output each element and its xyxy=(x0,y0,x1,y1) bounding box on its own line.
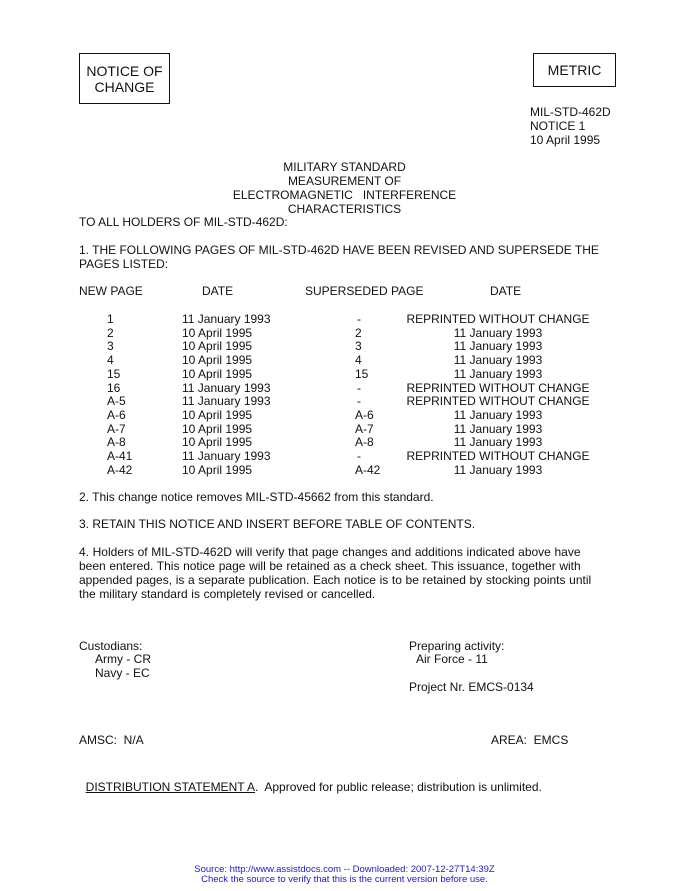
date-cell: 10 April 1995 xyxy=(182,407,253,422)
superseded-date-cell: REPRINTED WITHOUT CHANGE xyxy=(406,449,590,463)
superseded-page-cell: 2 xyxy=(355,325,362,340)
superseded-page-cell: 15 xyxy=(355,366,369,381)
table-row xyxy=(0,353,689,367)
superseded-date-cell: 11 January 1993 xyxy=(453,407,543,422)
superseded-page-cell: - xyxy=(357,394,361,409)
superseded-page-cell: - xyxy=(357,449,361,463)
table-row xyxy=(0,449,689,463)
new-page-cell: 4 xyxy=(107,353,114,368)
table-row xyxy=(0,381,689,395)
new-page-cell: A-5 xyxy=(107,394,126,409)
superseded-page-cell: 4 xyxy=(355,353,362,368)
notice-number: NOTICE 1 xyxy=(530,119,586,133)
custodian-navy: Navy - EC xyxy=(95,666,150,680)
custodian-army: Army - CR xyxy=(95,652,151,666)
header-superseded-page: SUPERSEDED PAGE xyxy=(305,284,424,298)
superseded-page-cell: A-6 xyxy=(355,407,374,422)
superseded-date-cell: REPRINTED WITHOUT CHANGE xyxy=(406,312,590,326)
new-page-cell: A-8 xyxy=(107,435,126,450)
preparing-activity-label: Preparing activity: xyxy=(409,639,505,653)
date-cell: 11 January 1993 xyxy=(182,312,271,326)
superseded-page-cell: A-8 xyxy=(355,435,374,450)
title-line-2: MEASUREMENT OF xyxy=(287,174,402,188)
superseded-page-cell: - xyxy=(357,380,361,395)
amsc: AMSC: N/A xyxy=(79,733,144,747)
salutation: TO ALL HOLDERS OF MIL-STD-462D: xyxy=(79,215,288,229)
new-page-cell: 15 xyxy=(107,366,121,381)
date-cell: 10 April 1995 xyxy=(182,366,253,381)
superseded-page-cell: - xyxy=(357,312,361,326)
source-footer-line1: Source: http://www.assistdocs.com -- Downloaded: 2007-12-27T14:39Z xyxy=(194,864,495,875)
date-cell: 10 April 1995 xyxy=(182,325,253,340)
preparing-activity-value: Air Force - 11 xyxy=(416,652,488,666)
superseded-date-cell: 11 January 1993 xyxy=(453,366,543,381)
table-row xyxy=(0,326,689,340)
distribution-label: DISTRIBUTION STATEMENT A xyxy=(85,780,256,794)
superseded-date-cell: 11 January 1993 xyxy=(453,325,543,340)
table-row xyxy=(0,394,689,408)
superseded-date-cell: 11 January 1993 xyxy=(453,339,543,354)
superseded-page-cell: 3 xyxy=(355,339,362,354)
date-cell: 10 April 1995 xyxy=(182,353,253,368)
metric-box xyxy=(533,53,616,87)
notice-box-line1: NOTICE OF xyxy=(86,62,163,79)
table-row xyxy=(0,463,689,477)
doc-id: MIL-STD-462D xyxy=(530,105,611,119)
new-page-cell: A-41 xyxy=(107,449,133,463)
table-row xyxy=(0,367,689,381)
superseded-date-cell: 11 January 1993 xyxy=(453,353,543,368)
table-row xyxy=(0,408,689,422)
notice-date: 10 April 1995 xyxy=(530,133,601,147)
distribution-text: . Approved for public release; distribution is unlimited. xyxy=(255,780,542,794)
date-cell: 11 January 1993 xyxy=(182,394,271,409)
table-row xyxy=(0,435,689,449)
table-row xyxy=(0,422,689,436)
notice-box-line2: CHANGE xyxy=(94,78,155,95)
new-page-cell: A-42 xyxy=(107,462,133,477)
new-page-cell: 2 xyxy=(107,325,114,340)
superseded-date-cell: 11 January 1993 xyxy=(453,462,543,477)
distribution-statement xyxy=(79,766,542,794)
date-cell: 10 April 1995 xyxy=(182,421,253,436)
superseded-page-cell: A-7 xyxy=(355,421,374,436)
metric-label: METRIC xyxy=(547,62,602,78)
project-number: Project Nr. EMCS-0134 xyxy=(409,680,534,694)
title-line-1: MILITARY STANDARD xyxy=(283,160,406,174)
date-cell: 10 April 1995 xyxy=(182,435,253,450)
date-cell: 11 January 1993 xyxy=(182,449,271,463)
table-header xyxy=(0,284,689,298)
area: AREA: EMCS xyxy=(491,733,569,747)
title-line-4: CHARACTERISTICS xyxy=(287,202,402,216)
superseded-page-cell: A-42 xyxy=(355,462,381,477)
item-1: 1. THE FOLLOWING PAGES OF MIL-STD-462D HAVE BEEN REVISED AND SUPERSEDE THE PAGES LISTED: xyxy=(79,243,599,271)
superseded-date-cell: 11 January 1993 xyxy=(453,421,543,436)
date-cell: 10 April 1995 xyxy=(182,462,253,477)
new-page-cell: 16 xyxy=(107,380,121,395)
source-footer-line2: Check the source to verify that this is the current version before use. xyxy=(201,874,488,885)
title-line-3: ELECTROMAGNETIC INTERFERENCE xyxy=(232,188,457,202)
notice-of-change-box xyxy=(79,53,170,104)
new-page-cell: A-6 xyxy=(107,407,126,422)
new-page-cell: A-7 xyxy=(107,421,126,436)
header-new-page: NEW PAGE xyxy=(79,284,143,298)
header-date: DATE xyxy=(202,284,234,298)
superseded-date-cell: REPRINTED WITHOUT CHANGE xyxy=(406,380,590,395)
item-3: 3. RETAIN THIS NOTICE AND INSERT BEFORE TABLE OF CONTENTS. xyxy=(79,517,476,531)
date-cell: 10 April 1995 xyxy=(182,339,253,354)
item-2: 2. This change notice removes MIL-STD-45662 from this standard. xyxy=(79,490,434,504)
new-page-cell: 3 xyxy=(107,339,114,354)
table-row xyxy=(0,312,689,326)
item-4: 4. Holders of MIL-STD-462D will verify that page changes and additions indicated above have been entered. This notice page will be retained as a check sheet. This issuance, together with appended pages, is a separate publication. Each notice is to be retained by stocking points until the military standard is completely revised or cancelled. xyxy=(79,545,592,601)
superseded-date-cell: REPRINTED WITHOUT CHANGE xyxy=(406,394,590,409)
new-page-cell: 1 xyxy=(107,312,114,326)
header-date-2: DATE xyxy=(490,284,522,298)
date-cell: 11 January 1993 xyxy=(182,380,271,395)
table-row xyxy=(0,339,689,353)
superseded-date-cell: 11 January 1993 xyxy=(453,435,543,450)
custodians-label: Custodians: xyxy=(79,639,143,653)
